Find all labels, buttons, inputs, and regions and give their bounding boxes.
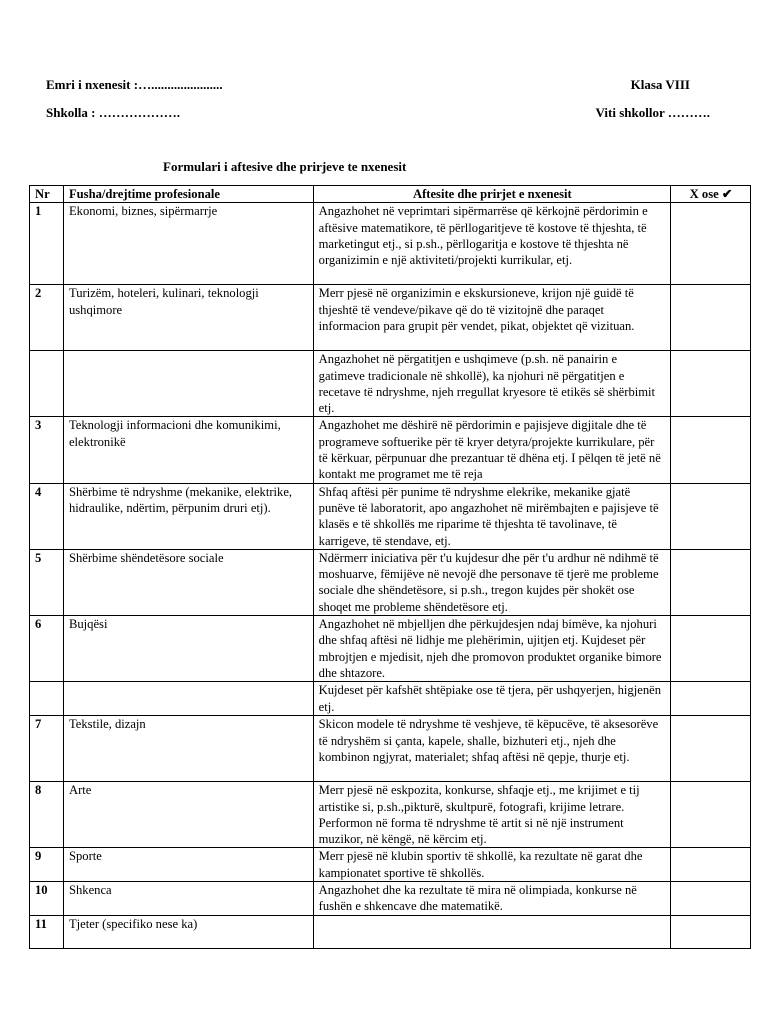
table-row — [30, 549, 751, 615]
table-row — [30, 351, 751, 417]
row-number: 8 — [30, 782, 64, 848]
row-skills: Kujdeset për kafshët shtëpiake ose të tjera, për ushqyerjen, higjenën etj. — [313, 682, 670, 716]
class-label: Klasa VIII — [630, 77, 690, 92]
row-field: Sporte — [63, 848, 313, 882]
table-row — [30, 915, 751, 948]
row-number: 2 — [30, 285, 64, 351]
row-skills: Angazhohet në mbjelljen dhe përkujdesjen ndaj bimëve, ka njohuri dhe shfaq aftësi në lidhje me plehërimin, ujitjen etj. Kujdeset për mbrojtjen e mjedisit, njeh dhe promovon produktet organike bimore dhe shtazore. — [313, 616, 670, 682]
table-row — [30, 848, 751, 882]
table-row — [30, 285, 751, 351]
row-field: Shërbime shëndetësore sociale — [63, 549, 313, 615]
row-skills: Angazhohet në përgatitjen e ushqimeve (p.sh. në panairin e gatimeve tradicionale në shkollë), ka njohuri në përgatitjen e recetave të ndryshme, njeh rregullat kryesore të etikës së shërbimit etj. — [313, 351, 670, 417]
table-header-row — [30, 186, 751, 203]
row-field: Arte — [63, 782, 313, 848]
row-mark-cell[interactable] — [671, 417, 751, 483]
row-skills: Merr pjesë në klubin sportiv të shkollë, ka rezultate në garat dhe kampionatet sportive të shkollës. — [313, 848, 670, 882]
row-skills: Skicon modele të ndryshme të veshjeve, të këpucëve, të aksesorëve të ndryshëm si çanta, kapele, shalle, bizhuteri etj., njeh dhe kombinon ngjyrat, materialet; shfaq aftësi në qepje, thurje etj. — [313, 716, 670, 782]
row-mark-cell[interactable] — [671, 848, 751, 882]
table-row — [30, 203, 751, 285]
row-skills: Merr pjesë në organizimin e ekskursioneve, krijon një guidë të thjeshtë të vendeve/pikave që do të vizitojnë dhe paraqet informacion para grupit për vendet, pikat, objektet që vizituan. — [313, 285, 670, 351]
row-number: 10 — [30, 882, 64, 916]
row-number — [30, 351, 64, 417]
row-skills: Shfaq aftësi për punime të ndryshme elekrike, mekanike gjatë punëve të laboratorit, apo angazhohet në mirëmbajten e pajisjeve të klasës e të shkollës me riparime të thjeshta të tavolinave, të karrigeve, të stendave, etj. — [313, 483, 670, 549]
row-mark-cell[interactable] — [671, 716, 751, 782]
row-field — [63, 682, 313, 716]
table-row — [30, 882, 751, 916]
row-mark-cell[interactable] — [671, 782, 751, 848]
row-number — [30, 682, 64, 716]
row-field: Tjeter (specifiko nese ka) — [63, 915, 313, 948]
row-field — [63, 351, 313, 417]
row-mark-cell[interactable] — [671, 203, 751, 285]
school-field: Shkolla : ………………. — [46, 105, 180, 120]
column-header-field: Fusha/drejtime profesionale — [63, 186, 313, 203]
student-name-field: Emri i nxenesit :…...................... — [46, 77, 223, 92]
row-field: Shërbime të ndryshme (mekanike, elektrike, hidraulike, ndërtim, përpunim druri etj). — [63, 483, 313, 549]
table-row — [30, 682, 751, 716]
row-number: 5 — [30, 549, 64, 615]
form-title: Formulari i aftesive dhe prirjeve te nxenesit — [163, 159, 407, 174]
table-row — [30, 782, 751, 848]
row-skills: Merr pjesë në eskpozita, konkurse, shfaqje etj., me krijimet e tij artistike si, p.sh.,pikturë, skultpurë, fotografi, krijime letrare. Performon në forma të ndryshme të artit si në një instrument muzikor, në këngë, në kërcim etj. — [313, 782, 670, 848]
row-skills: Angazhohet në veprimtari sipërmarrëse që kërkojnë përdorimin e aftësive matematikore, të përllogaritjeve të kostove të thjeshta, të marketingut etj., si p.sh., përllogaritja e kostove të thjeshta në organizimin e një aktiviteti/projekti kurrikular, etj. — [313, 203, 670, 285]
table-row — [30, 616, 751, 682]
row-mark-cell[interactable] — [671, 549, 751, 615]
row-field: Ekonomi, biznes, sipërmarrje — [63, 203, 313, 285]
row-skills: Ndërmerr iniciativa për t'u kujdesur dhe për t'u ardhur në ndihmë të moshuarve, fëmijëve në nevojë dhe personave të tjerë me probleme sociale dhe shëndetësore, si p.sh., tregon kujdes për shokët ose shoqet me probleme shëndetësore etj. — [313, 549, 670, 615]
row-field: Shkenca — [63, 882, 313, 916]
row-field: Turizëm, hoteleri, kulinari, teknologji ushqimore — [63, 285, 313, 351]
row-skills: Angazhohet dhe ka rezultate të mira në olimpiada, konkurse në fushën e shkencave dhe matematikë. — [313, 882, 670, 916]
column-header-skills: Aftesite dhe prirjet e nxenesit — [313, 186, 670, 203]
row-field: Teknologji informacioni dhe komunikimi, elektronikë — [63, 417, 313, 483]
row-field: Bujqësi — [63, 616, 313, 682]
row-field: Tekstile, dizajn — [63, 716, 313, 782]
row-mark-cell[interactable] — [671, 682, 751, 716]
row-skills: Angazhohet me dëshirë në përdorimin e pajisjeve digjitale dhe të programeve softuerike për të kryer detyra/projekte kurrikulare, për të kërkuar, përpunuar dhe prezantuar të dhëna etj. I pëlqen të jetë në kontakt me programet me të reja — [313, 417, 670, 483]
row-mark-cell[interactable] — [671, 483, 751, 549]
row-number: 6 — [30, 616, 64, 682]
column-header-mark: X ose ✔ — [671, 186, 751, 203]
row-number: 4 — [30, 483, 64, 549]
school-year-field: Viti shkollor ………. — [595, 105, 710, 120]
table-row — [30, 483, 751, 549]
skills-table — [29, 185, 751, 949]
row-mark-cell[interactable] — [671, 882, 751, 916]
row-number: 3 — [30, 417, 64, 483]
table-row — [30, 716, 751, 782]
row-mark-cell[interactable] — [671, 616, 751, 682]
row-skills — [313, 915, 670, 948]
row-number: 9 — [30, 848, 64, 882]
row-number: 11 — [30, 915, 64, 948]
row-mark-cell[interactable] — [671, 351, 751, 417]
row-number: 7 — [30, 716, 64, 782]
row-mark-cell[interactable] — [671, 285, 751, 351]
column-header-nr: Nr — [30, 186, 64, 203]
row-number: 1 — [30, 203, 64, 285]
row-mark-cell[interactable] — [671, 915, 751, 948]
table-row — [30, 417, 751, 483]
